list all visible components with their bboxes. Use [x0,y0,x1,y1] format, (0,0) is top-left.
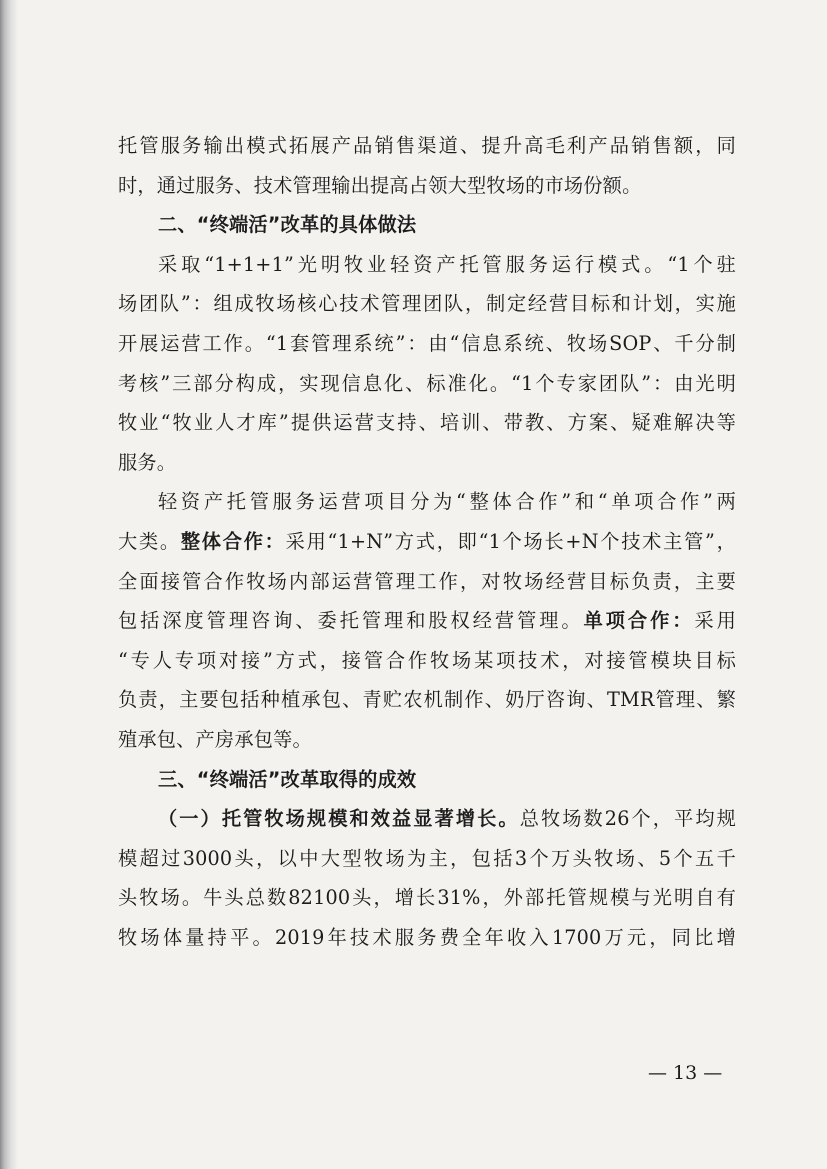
paragraph-line: 牧业“牧业人才库”提供运营支持、培训、带教、方案、疑难解决等 [118,411,736,435]
text-run: 大类。 [118,529,181,553]
paragraph-line: 负责，主要包括种植承包、青贮农机制作、奶厅咨询、TMR管理、繁 [118,688,736,712]
text-run: 包括深度管理咨询、委托管理和股权经营管理。 [118,609,584,633]
paragraph-line [118,522,736,562]
text-run: 采用“1+N”方式，即“1个场长+N个技术主管”， [285,529,736,553]
paragraph-line: 模超过3000头，以中大型牧场为主，包括3个万头牧场、5个五千 [118,846,736,870]
paragraph-line: 殖承包、产房承包等。 [118,727,312,751]
scan-edge-shadow [0,0,18,1169]
paragraph-line: “专人专项对接”方式，接管合作牧场某项技术，对接管模块目标 [118,648,736,672]
text-run: 采用 [694,609,736,633]
paragraph-line: 场团队”：组成牧场核心技术管理团队，制定经营目标和计划，实施 [118,292,736,316]
bold-subheading: （一）托管牧场规模和效益显著增长。 [158,807,520,831]
paragraph-line: 服务。 [118,450,177,474]
paragraph-line: 全面接管合作牧场内部运营管理工作，对牧场经营目标负责，主要 [118,569,736,593]
bold-term: 单项合作： [583,609,695,633]
paragraph-line: 考核”三部分构成，实现信息化、标准化。“1个专家团队”：由光明 [118,371,736,395]
bold-term: 整体合作： [180,529,286,553]
paragraph-line: 采取“1+1+1”光明牧业轻资产托管服务运行模式。“1个驻 [158,252,736,276]
page-number: — 13 — [648,1062,723,1084]
section-heading: 三、“终端活”改革取得的成效 [158,767,417,791]
section-heading: 二、“终端活”改革的具体做法 [158,213,417,237]
paragraph-line: 时，通过服务、技术管理输出提高占领大型牧场的市场份额。 [118,173,642,197]
paragraph-line: 头牧场。牛头总数82100头，增长31%，外部托管规模与光明自有 [118,886,736,910]
paragraph-line: 开展运营工作。“1套管理系统”：由“信息系统、牧场SOP、千分制 [118,331,736,355]
text-run: 总牧场数26个，平均规 [519,807,736,831]
paragraph-line: 牧场体量持平。2019年技术服务费全年收入1700万元，同比增 [118,925,736,949]
paragraph-line: 轻资产托管服务运营项目分为“整体合作”和“单项合作”两 [158,490,736,514]
paragraph-line: 托管服务输出模式拓展产品销售渠道、提升高毛利产品销售额，同 [118,134,736,157]
paragraph-line [118,799,736,839]
paragraph-line [118,601,736,641]
document-page [118,126,736,957]
